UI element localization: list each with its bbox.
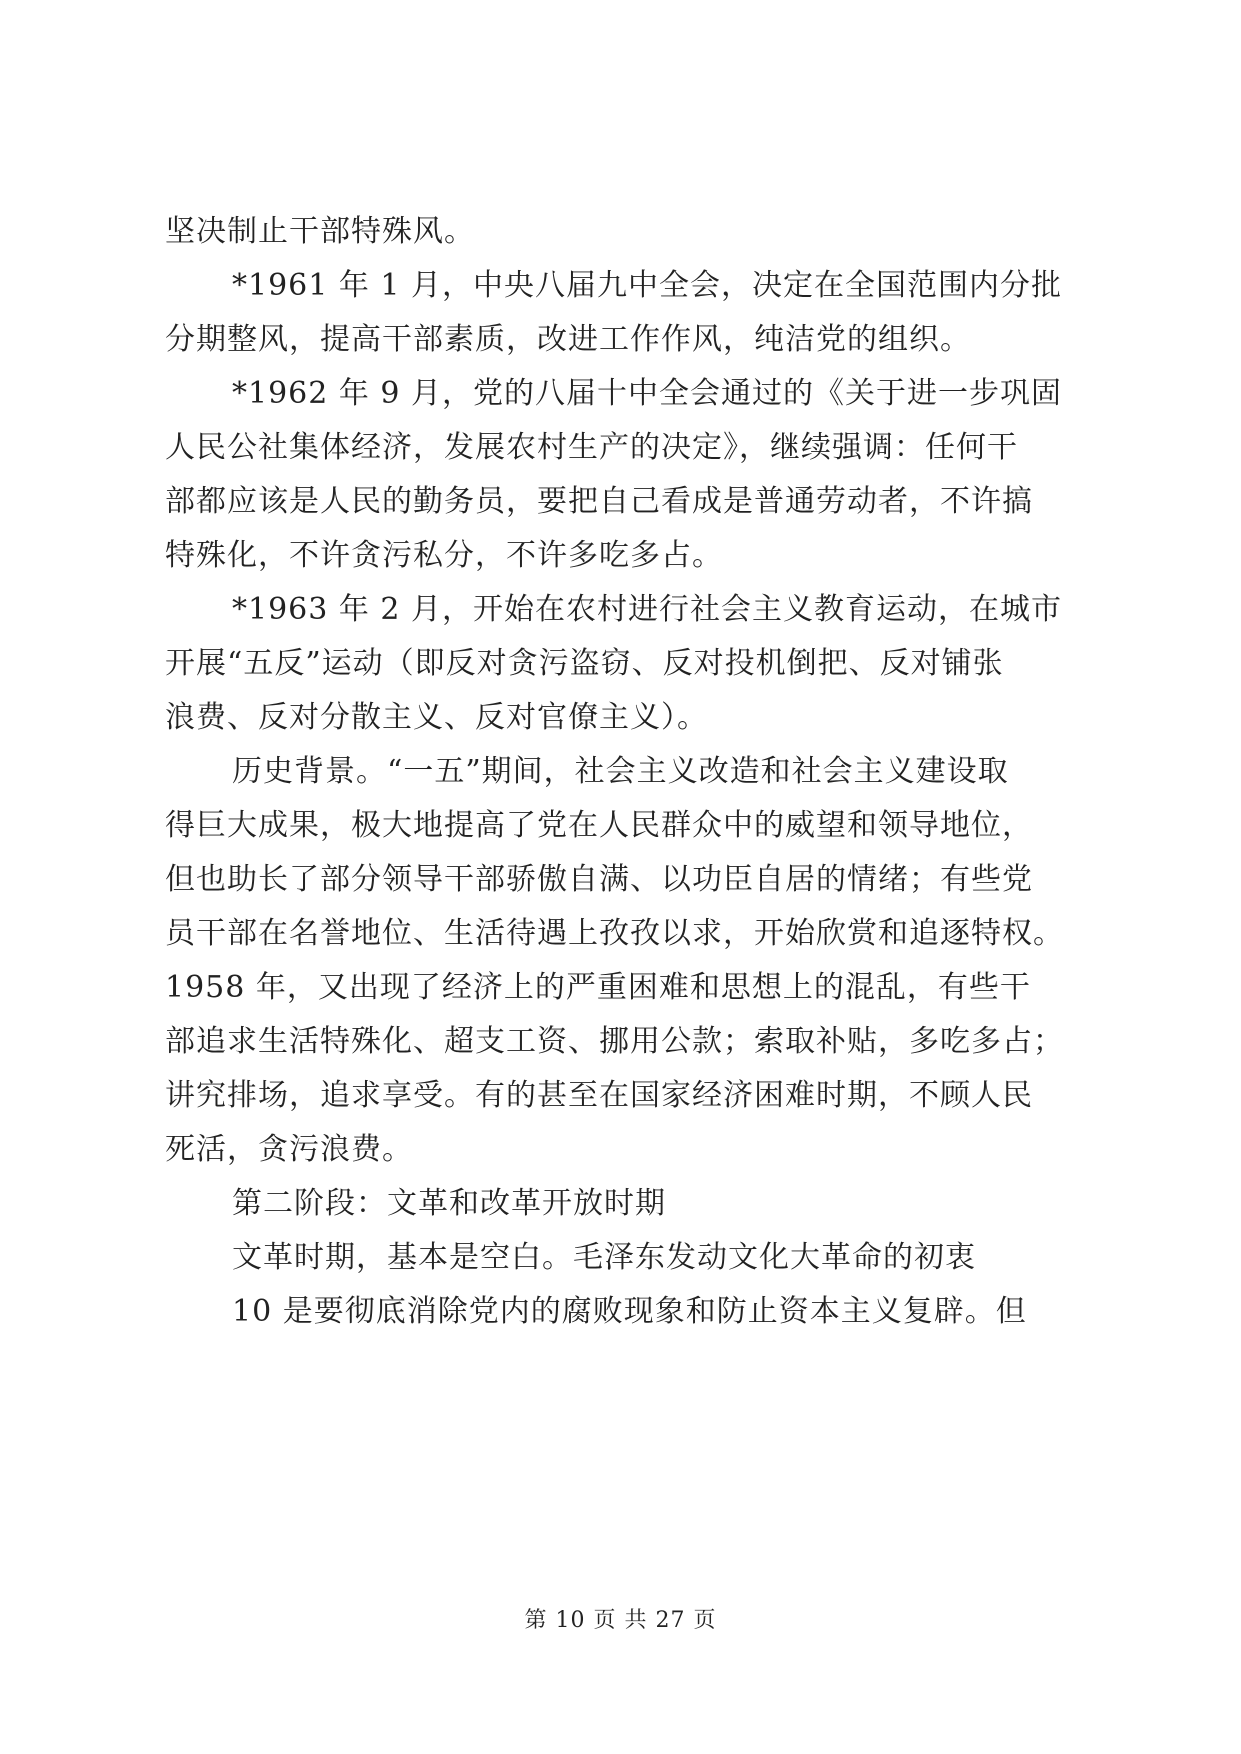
text-line: 但也助长了部分领导干部骄傲自满、以功臣自居的情绪；有些党 [165, 862, 1033, 897]
text-line: 文革时期，基本是空白。毛泽东发动文化大革命的初衷 [232, 1240, 976, 1275]
text-line: *1961 年 1 月，中央八届九中全会，决定在全国范围内分批 [232, 268, 1063, 303]
text-line: 讲究排场，追求享受。有的甚至在国家经济困难时期，不顾人民 [165, 1078, 1033, 1113]
text-line: 浪费、反对分散主义、反对官僚主义）。 [165, 700, 708, 735]
text-line: *1963 年 2 月，开始在农村进行社会主义教育运动，在城市 [232, 592, 1063, 627]
text-line: 10 是要彻底消除党内的腐败现象和防止资本主义复辟。但 [232, 1294, 1027, 1329]
section-heading: 第二阶段：文革和改革开放时期 [232, 1186, 666, 1221]
text-line: *1962 年 9 月，党的八届十中全会通过的《关于进一步巩固 [232, 376, 1063, 411]
text-line: 部追求生活特殊化、超支工资、挪用公款；索取补贴，多吃多占； [165, 1024, 1064, 1059]
text-line: 1958 年，又出现了经济上的严重困难和思想上的混乱，有些干 [165, 970, 1031, 1005]
text-line: 死活，贪污浪费。 [165, 1132, 413, 1167]
text-line: 特殊化，不许贪污私分，不许多吃多占。 [165, 538, 723, 573]
text-line: 部都应该是人民的勤务员，要把自己看成是普通劳动者，不许搞 [165, 484, 1033, 519]
text-line: 得巨大成果，极大地提高了党在人民群众中的威望和领导地位， [165, 808, 1033, 843]
text-line: 坚决制止干部特殊风。 [165, 214, 475, 249]
text-line: 开展“五反”运动（即反对贪污盗窃、反对投机倒把、反对铺张 [165, 646, 1004, 681]
text-line: 历史背景。“一五”期间，社会主义改造和社会主义建设取 [232, 754, 1009, 789]
text-line: 人民公社集体经济，发展农村生产的决定》，继续强调：任何干 [165, 430, 1018, 465]
text-line: 员干部在名誉地位、生活待遇上孜孜以求，开始欣赏和追逐特权。 [165, 916, 1064, 951]
page-footer: 第 10 页 共 27 页 [524, 1608, 717, 1633]
text-line: 分期整风，提高干部素质，改进工作作风，纯洁党的组织。 [165, 322, 971, 357]
